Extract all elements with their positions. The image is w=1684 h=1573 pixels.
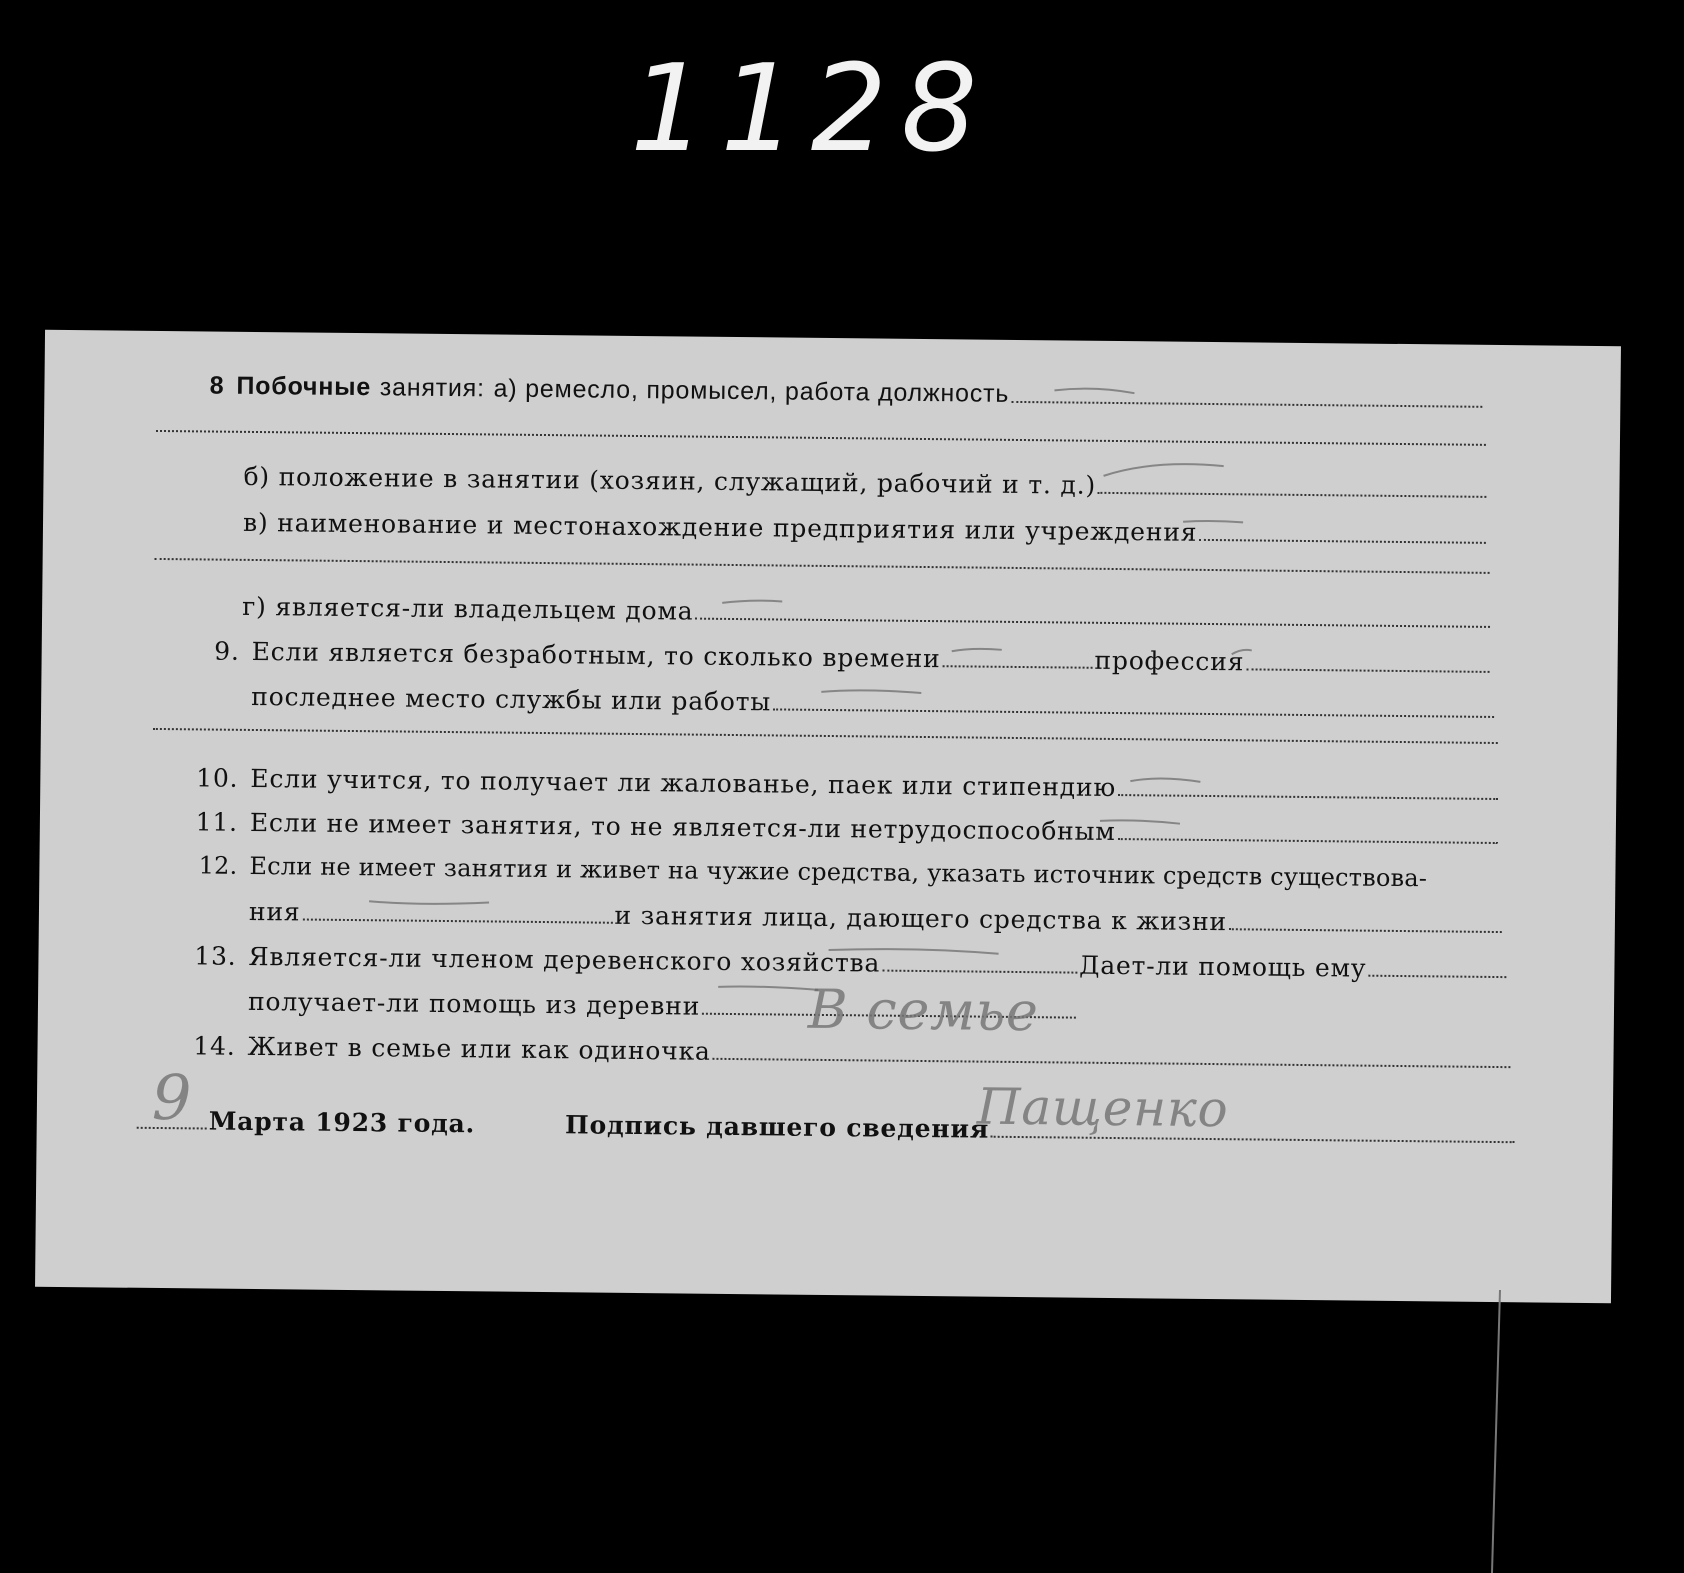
item-10-text: Если учится, то получает ли жалованье, паек или стипендию (250, 763, 1117, 803)
item-8g-text: г) является-ли владельцем дома (242, 591, 694, 626)
item-10: 10. Если учится, то получает ли жалованье, паек или стипендию (180, 763, 1500, 806)
item-13: 13. Является-ли членом деревенского хозяйства Дает-ли помощь ему (178, 941, 1508, 984)
film-scratch (1480, 1290, 1520, 1573)
item-9-text: Если является безработным, то сколько времени (251, 636, 941, 674)
frame-number-stamp (0, 0, 1684, 260)
item-8b-text: б) положение в занятии (хозяин, служащий, рабочий и т. д.) (243, 461, 1097, 500)
item-14: 14. Живет в семье или как одиночка (177, 1031, 1512, 1074)
item-11-text: Если не имеет занятия, то не является-ли нетрудоспособным (249, 807, 1116, 847)
item-8-label-bold: Побочные (236, 371, 372, 402)
item-9-last-text: последнее место службы или работы (251, 681, 772, 717)
item-13-help-label: Дает-ли помощь ему (1079, 950, 1367, 983)
item-8v-text: в) наименование и местонахождение предприятия или учреждения (242, 507, 1198, 547)
handwritten-day: 9 (151, 1060, 193, 1135)
item-8a: 8 Побочные занятия: а) ремесло, промысел, работа должность (184, 371, 1484, 414)
item-13-receive-text: получает-ли помощь из деревни (247, 986, 701, 1021)
item-12-cont2: и занятия лица, дающего средства к жизни (614, 900, 1228, 937)
item-12: 12. Если не имеет занятия и живет на чужие средства, указать источник средств существова- (198, 851, 1428, 893)
item-11: 11. Если не имеет занятия, то не является-ли нетрудоспособным (180, 807, 1500, 850)
footer-date: Марта 1923 года. (208, 1106, 476, 1139)
signature-label: Подпись давшего сведения (564, 1110, 990, 1144)
item-14-text: Живет в семье или как одиночка (247, 1031, 711, 1066)
questionnaire-card (35, 330, 1621, 1303)
item-9: 9. Если является безработным, то сколько времени профессия (182, 636, 1492, 679)
handwritten-signature: Пащенко (976, 1077, 1229, 1139)
pencil-marks (35, 330, 1621, 1303)
item-8a-text: а) ремесло, промысел, работа должность (493, 374, 1010, 408)
handwritten-answer-14: В семье (807, 977, 1040, 1044)
item-13-text: Является-ли членом деревенского хозяйства (248, 941, 881, 978)
frame-number: 1128 (630, 40, 992, 179)
item-12-text: Если не имеет занятия и живет на чужие средства, указать источник средств существова- (249, 851, 1428, 893)
item-9-profession-label: профессия (1094, 645, 1245, 677)
item-12-cont1: ния (248, 896, 301, 927)
item-8-label: занятия: (379, 373, 485, 403)
